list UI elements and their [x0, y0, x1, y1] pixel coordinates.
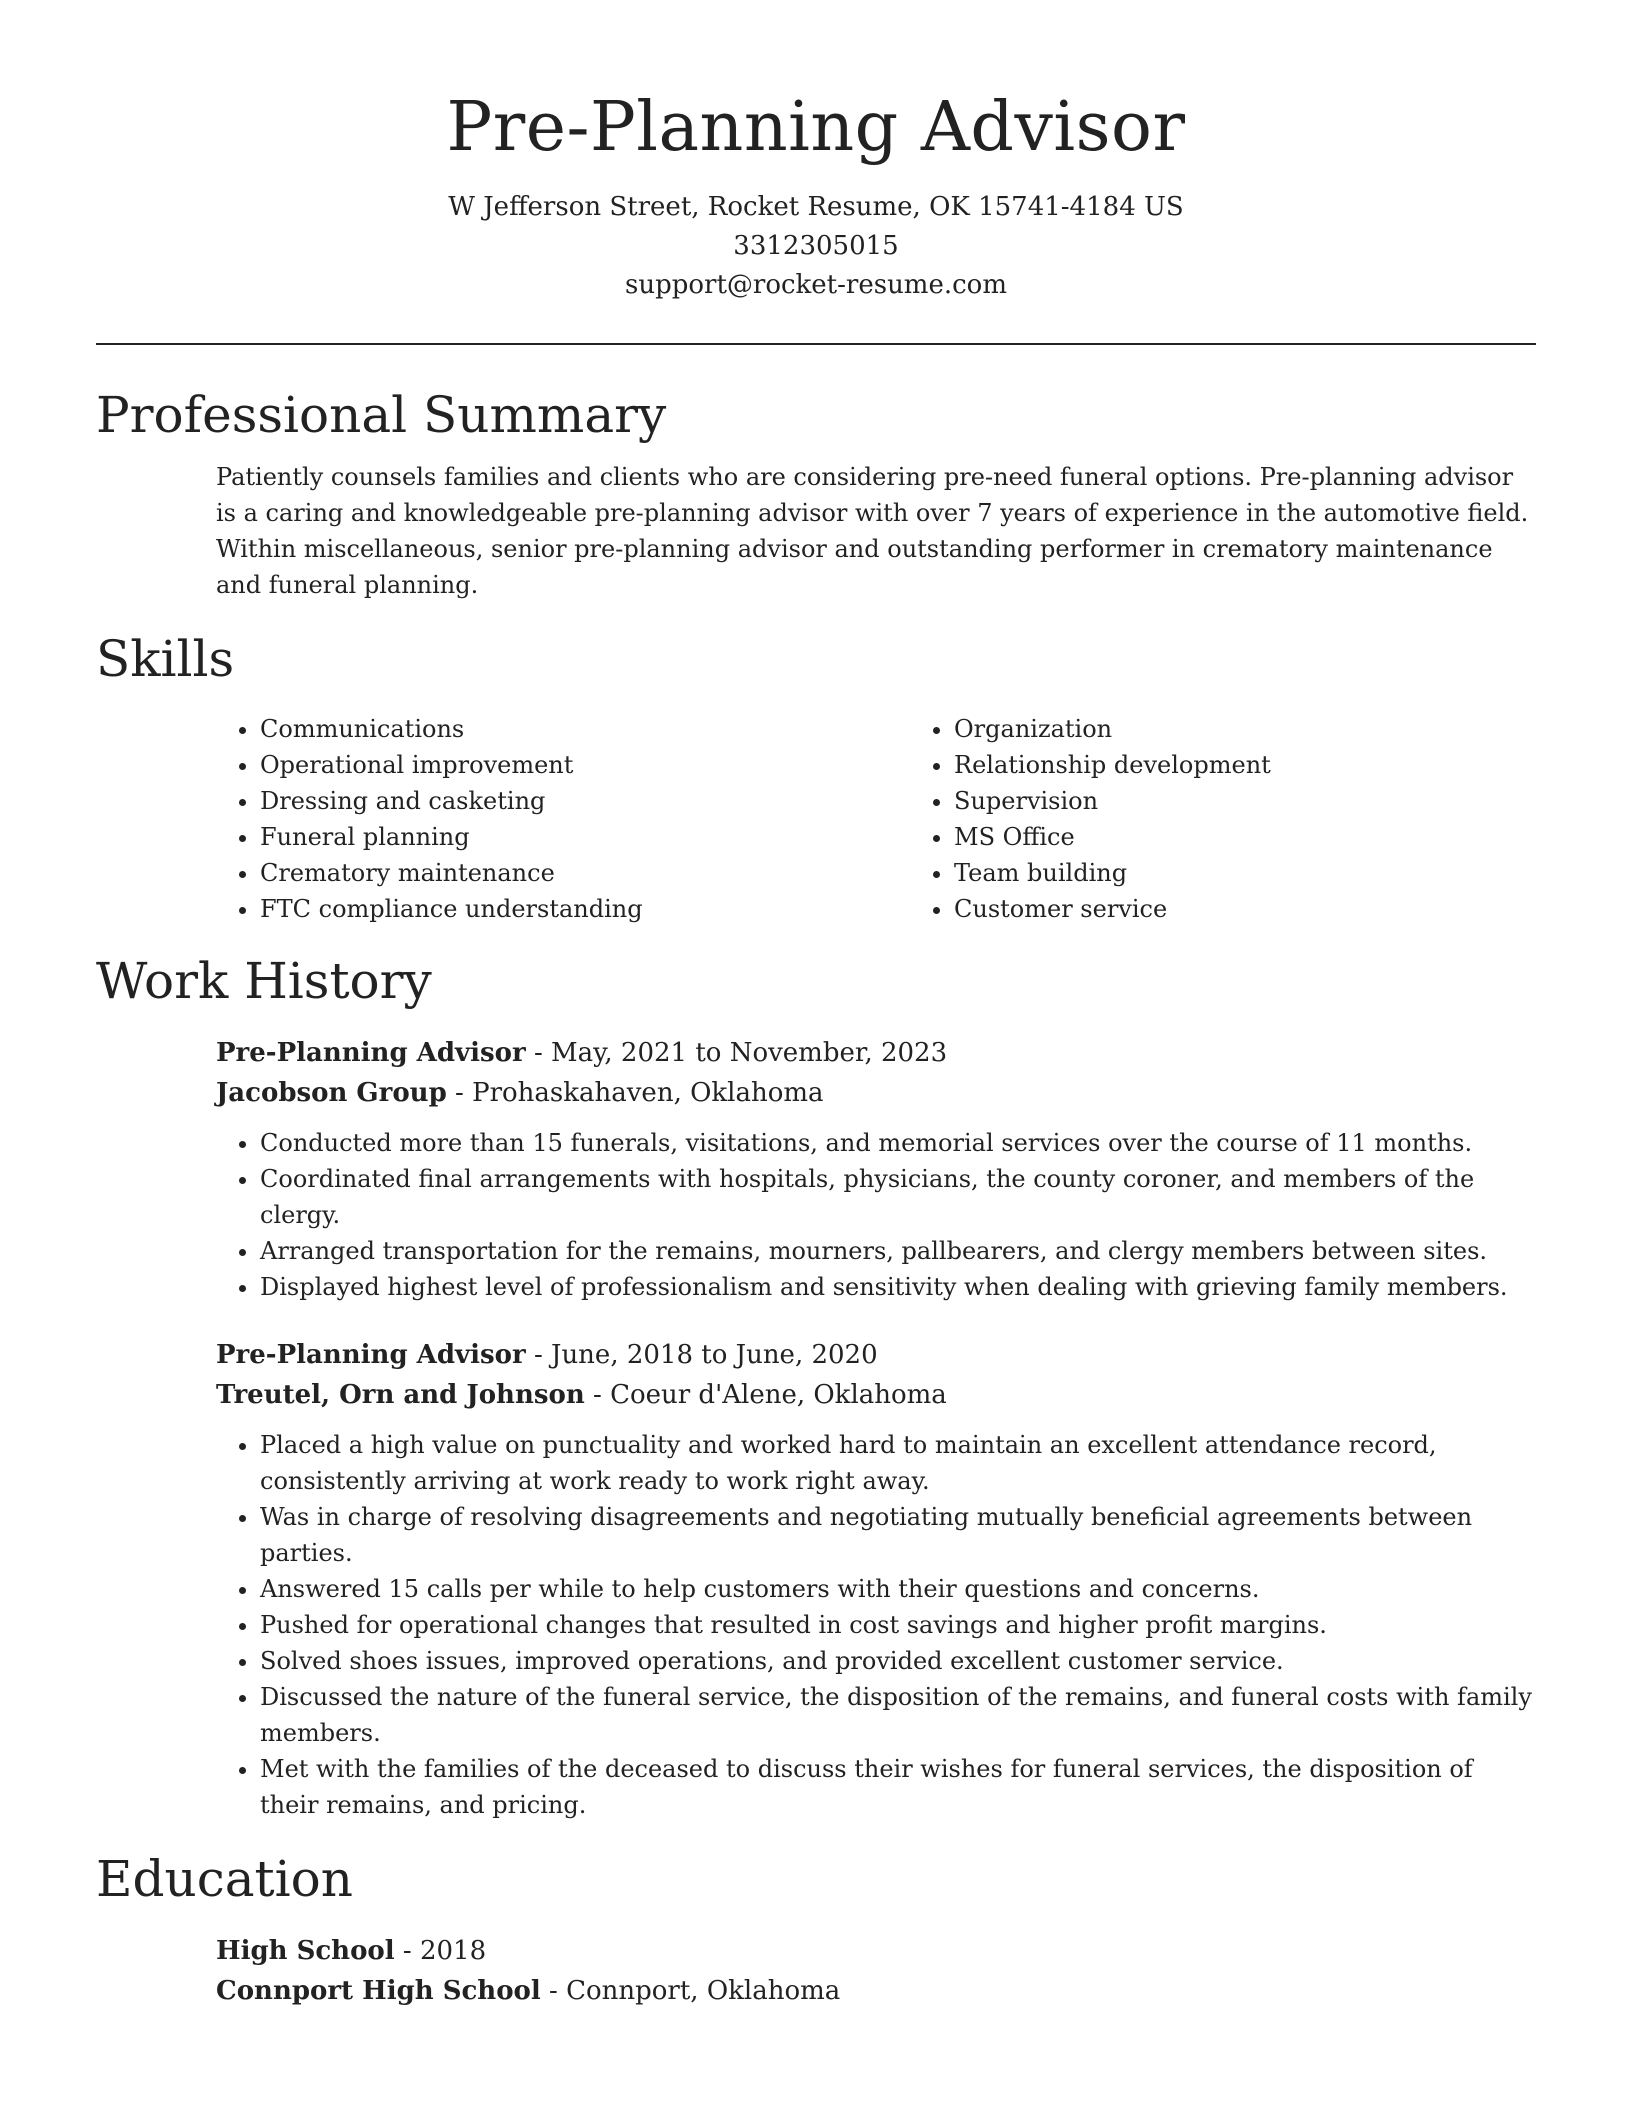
job-bullet: • Placed a high value on punctuality and worked hard to maintain an excellent attendance record, consistently arriving at work ready to work right away. — [260, 1427, 1536, 1499]
job-bullet: • Arranged transportation for the remains, mourners, pallbearers, and clergy members between sites. — [260, 1233, 1536, 1269]
job-position: Pre-Planning Advisor — [216, 1340, 526, 1370]
job-dates: - June, 2018 to June, 2020 — [525, 1340, 878, 1370]
job-bullets — [216, 1125, 1536, 1305]
job-title-line — [216, 1033, 1536, 1073]
education-location: - Connport, Oklahoma — [540, 1976, 841, 2006]
skill-item: • Relationship development — [954, 747, 1271, 783]
contact-block — [96, 188, 1536, 305]
job-location: - Prohaskahaven, Oklahoma — [446, 1078, 824, 1108]
skill-item: • Customer service — [954, 891, 1271, 927]
summary-heading: Professional Summary — [96, 386, 667, 444]
skill-item: • Operational improvement — [260, 747, 910, 783]
skill-item: • Crematory maintenance — [260, 855, 910, 891]
address: W Jefferson Street, Rocket Resume, OK 15741-4184 US — [448, 192, 1184, 222]
education-year: - 2018 — [394, 1936, 487, 1966]
work-history-heading: Work History — [96, 952, 432, 1010]
job-bullet: • Coordinated final arrangements with hospitals, physicians, the county coroner, and members of the clergy. — [260, 1161, 1536, 1233]
job-bullet: • Was in charge of resolving disagreements and negotiating mutually beneficial agreements between parties. — [260, 1499, 1536, 1571]
skill-item: • Dressing and casketing — [260, 783, 910, 819]
skill-item: • Funeral planning — [260, 819, 910, 855]
education-degree: High School — [216, 1936, 395, 1966]
job-bullet: • Discussed the nature of the funeral service, the disposition of the remains, and funeral costs with family members. — [260, 1679, 1536, 1751]
skill-item: • MS Office — [954, 819, 1271, 855]
job-bullet: • Met with the families of the deceased to discuss their wishes for funeral services, the disposition of their remains, and pricing. — [260, 1751, 1536, 1823]
summary-text: Patiently counsels families and clients who are considering pre-need funeral options. Pre-planning advisor is a caring and knowledgeable pre-planning advisor with over 7 years of experience in the automotive field. Within miscellaneous, senior pre-planning advisor and outstanding performer in crematory maintenance and funeral planning. — [216, 463, 1529, 599]
job-bullet: • Displayed highest level of professionalism and sensitivity when dealing with grieving family members. — [260, 1269, 1536, 1305]
skill-item: • Team building — [954, 855, 1271, 891]
job-company-line — [216, 1375, 1536, 1415]
skills-list — [216, 711, 1536, 927]
job-location: - Coeur d'Alene, Oklahoma — [584, 1380, 947, 1410]
job-company: Treutel, Orn and Johnson — [216, 1380, 585, 1410]
candidate-name: Pre-Planning Advisor — [446, 88, 1186, 167]
skill-item: • FTC compliance understanding — [260, 891, 910, 927]
phone: 3312305015 — [733, 231, 899, 261]
job-entry — [216, 1033, 1536, 1305]
job-bullet: • Solved shoes issues, improved operations, and provided excellent customer service. — [260, 1643, 1536, 1679]
education-school-line — [216, 1971, 1536, 2011]
job-company: Jacobson Group — [216, 1078, 447, 1108]
job-position: Pre-Planning Advisor — [216, 1038, 526, 1068]
job-title-line — [216, 1335, 1536, 1375]
job-bullet: • Answered 15 calls per while to help customers with their questions and concerns. — [260, 1571, 1536, 1607]
education-entry — [216, 1931, 1536, 2011]
job-bullet: • Pushed for operational changes that resulted in cost savings and higher profit margins. — [260, 1607, 1536, 1643]
job-entry — [216, 1335, 1536, 1823]
header-divider — [96, 343, 1536, 345]
email: support@rocket-resume.com — [624, 270, 1007, 300]
education-school: Connport High School — [216, 1976, 541, 2006]
education-heading: Education — [96, 1850, 353, 1908]
job-bullets — [216, 1427, 1536, 1823]
skill-item: • Communications — [260, 711, 910, 747]
job-company-line — [216, 1073, 1536, 1113]
job-dates: - May, 2021 to November, 2023 — [525, 1038, 948, 1068]
resume-page — [96, 0, 1536, 2011]
resume-header — [96, 0, 1536, 305]
education-degree-line — [216, 1931, 1536, 1971]
skills-heading: Skills — [96, 630, 235, 688]
job-bullet: • Conducted more than 15 funerals, visitations, and memorial services over the course of 11 months. — [260, 1125, 1536, 1161]
skills-column-left — [216, 711, 910, 927]
skill-item: • Organization — [954, 711, 1271, 747]
skill-item: • Supervision — [954, 783, 1271, 819]
skills-column-right — [910, 711, 1271, 927]
